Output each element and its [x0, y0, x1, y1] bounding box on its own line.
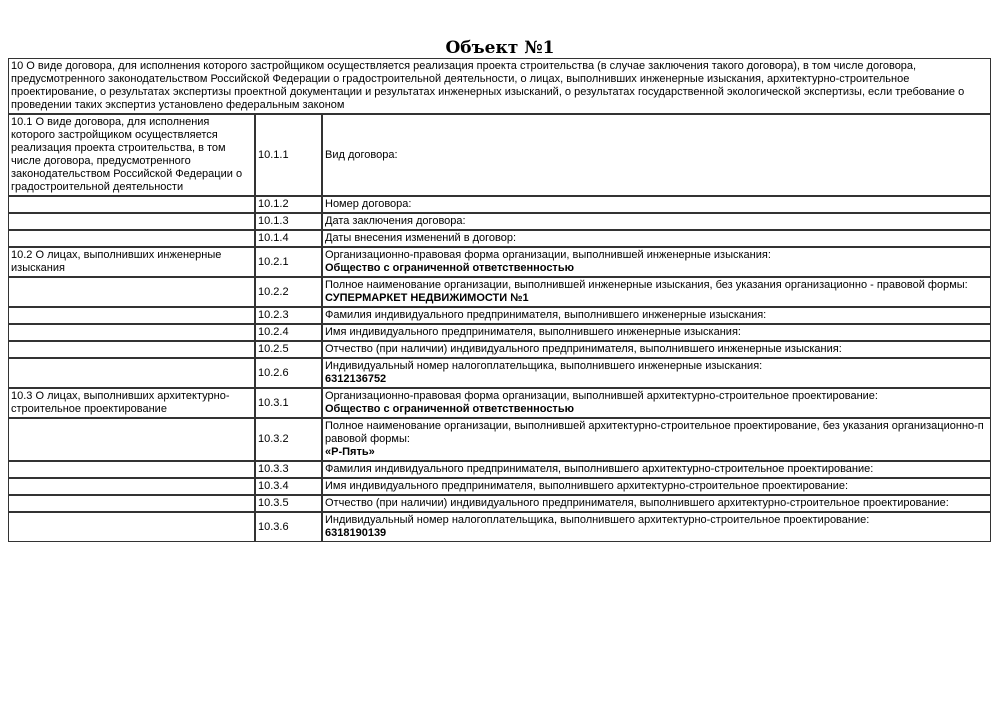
label-cell [322, 247, 991, 277]
field-value: СУПЕРМАРКЕТ НЕДВИЖИМОСТИ №1 [325, 292, 529, 304]
code-cell: 10.3.3 [255, 461, 322, 478]
group-cell [8, 230, 255, 247]
field-label: Отчество (при наличии) индивидуального предпринимателя, выполнившего архитектурно-строительное проектирование: [325, 497, 949, 509]
group-cell [8, 213, 255, 230]
field-label: Вид договора: [325, 148, 398, 161]
label-cell [322, 114, 991, 196]
label-cell [322, 277, 991, 307]
table-row [8, 247, 991, 277]
field-label: Имя индивидуального предпринимателя, выполнившего архитектурно-строительное проектирование: [325, 480, 849, 492]
field-value: Общество с ограниченной ответственностью [325, 262, 574, 274]
code-cell: 10.2.1 [255, 247, 322, 277]
field-value: 6312136752 [325, 373, 387, 385]
table-row [8, 196, 991, 213]
field-label: Имя индивидуального предпринимателя, выполнившего инженерные изыскания: [325, 326, 741, 338]
field-label: Даты внесения изменений в договор: [325, 232, 517, 244]
code-cell: 10.3.4 [255, 478, 322, 495]
field-label: Организационно-правовая форма организации, выполнившей архитектурно-строительное проектирование: [325, 390, 878, 402]
table-row [8, 478, 991, 495]
label-cell [322, 196, 991, 213]
field-label: Фамилия индивидуального предпринимателя, выполнившего архитектурно-строительное проектирование: [325, 463, 874, 475]
label-cell [322, 388, 991, 418]
label-cell [322, 478, 991, 495]
label-cell [322, 230, 991, 247]
group-cell [8, 277, 255, 307]
table-row [8, 358, 991, 388]
table-row [8, 114, 991, 196]
label-cell [322, 324, 991, 341]
code-cell: 10.1.2 [255, 196, 322, 213]
group-cell [8, 358, 255, 388]
group-cell: 10.3 О лицах, выполнивших архитектурно-строительное проектирование [8, 388, 255, 418]
label-cell [322, 418, 991, 461]
field-label: Индивидуальный номер налогоплательщика, выполнившего инженерные изыскания: [325, 360, 763, 372]
group-cell: 10.1 О виде договора, для исполнения которого застройщиком осуществляется реализация проекта строительства, в том числе договора, предусмотренного законодательством Российской Федерации о градостроительной деятельности [8, 114, 255, 196]
field-label: Полное наименование организации, выполнившей архитектурно-строительное проектирование, без указания организационно-правовой формы: [325, 420, 984, 445]
code-cell: 10.3.1 [255, 388, 322, 418]
table-row [8, 495, 991, 512]
table-row [8, 213, 991, 230]
group-cell [8, 495, 255, 512]
group-cell [8, 324, 255, 341]
field-label: Организационно-правовая форма организации, выполнившей инженерные изыскания: [325, 249, 771, 261]
label-cell [322, 341, 991, 358]
field-value: Общество с ограниченной ответственностью [325, 403, 574, 415]
table-row [8, 277, 991, 307]
label-cell [322, 307, 991, 324]
page-title: Объект №1 [445, 38, 555, 58]
field-label: Фамилия индивидуального предпринимателя, выполнившего инженерные изыскания: [325, 309, 767, 321]
field-value: 6318190139 [325, 527, 387, 539]
code-cell: 10.3.2 [255, 418, 322, 461]
field-label: Отчество (при наличии) индивидуального предпринимателя, выполнившего инженерные изыскания: [325, 343, 842, 355]
field-label: Номер договора: [325, 198, 412, 210]
label-cell [322, 358, 991, 388]
label-cell [322, 461, 991, 478]
code-cell: 10.1.1 [255, 114, 322, 196]
code-cell: 10.2.5 [255, 341, 322, 358]
section-header-row [8, 58, 991, 114]
label-cell [322, 213, 991, 230]
code-cell: 10.2.3 [255, 307, 322, 324]
label-cell [322, 512, 991, 542]
code-cell: 10.2.6 [255, 358, 322, 388]
table-row [8, 324, 991, 341]
field-value: «Р-Пять» [325, 446, 375, 458]
object-info-table [8, 58, 991, 542]
table-row [8, 512, 991, 542]
group-cell [8, 307, 255, 324]
group-cell [8, 512, 255, 542]
group-cell [8, 478, 255, 495]
table-row [8, 461, 991, 478]
section-header-cell: 10 О виде договора, для исполнения которого застройщиком осуществляется реализация проекта строительства (в случае заключения такого договора), в том числе договора, предусмотренного законодательством Российской Федерации о градостроительной деятельности, о лицах, выполнивших инженерные изыскания, архитектурно-строительное проектирование, о результатах экспертизы проектной документации и результатах инженерных изысканий, о результатах государственной экологической экспертизы, если требование о проведении таких экспертиз установлено федеральным законом [8, 58, 991, 114]
field-label: Индивидуальный номер налогоплательщика, выполнившего архитектурно-строительное проектирование: [325, 514, 870, 526]
code-cell: 10.2.4 [255, 324, 322, 341]
group-cell [8, 341, 255, 358]
table-row [8, 388, 991, 418]
label-cell [322, 495, 991, 512]
group-cell [8, 196, 255, 213]
field-label: Полное наименование организации, выполнившей инженерные изыскания, без указания организационно - правовой формы: [325, 279, 968, 291]
code-cell: 10.2.2 [255, 277, 322, 307]
code-cell: 10.3.6 [255, 512, 322, 542]
table-row [8, 230, 991, 247]
code-cell: 10.3.5 [255, 495, 322, 512]
table-row [8, 418, 991, 461]
group-cell: 10.2 О лицах, выполнивших инженерные изыскания [8, 247, 255, 277]
group-cell [8, 418, 255, 461]
group-cell [8, 461, 255, 478]
table-row [8, 307, 991, 324]
table-row [8, 341, 991, 358]
code-cell: 10.1.4 [255, 230, 322, 247]
field-label: Дата заключения договора: [325, 215, 466, 227]
code-cell: 10.1.3 [255, 213, 322, 230]
